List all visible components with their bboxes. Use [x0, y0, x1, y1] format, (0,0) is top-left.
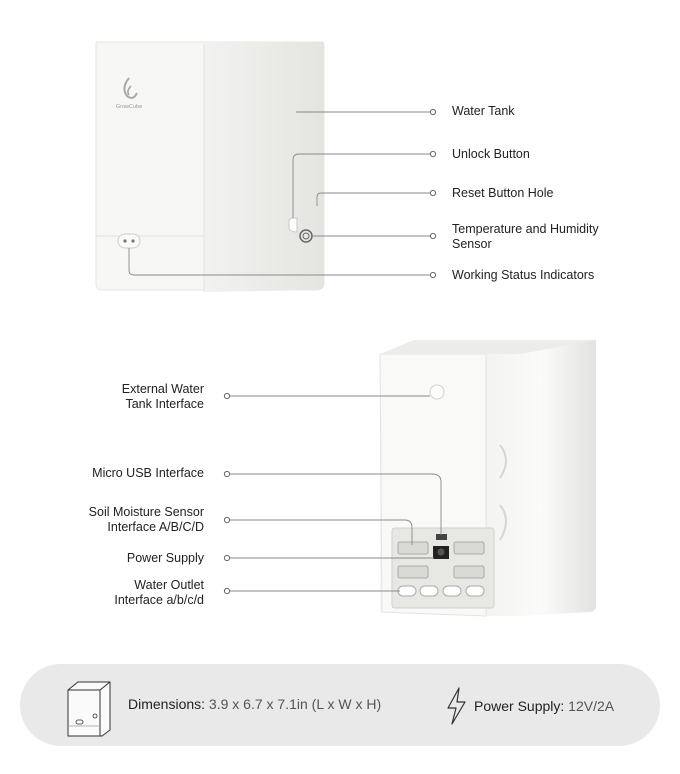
label-soil-moisture-sensor-interface: Soil Moisture Sensor Interface A/B/C/D [88, 505, 204, 534]
label-working-status-indicators: Working Status Indicators [452, 268, 595, 282]
spec-bar [20, 664, 660, 746]
label-water-tank: Water Tank [452, 104, 515, 118]
back-device-illustration [380, 340, 596, 616]
label-external-water-tank-interface: External Water Tank Interface [121, 382, 204, 411]
label-micro-usb-interface: Micro USB Interface [92, 466, 204, 480]
dimensions-key: Dimensions: [128, 696, 206, 712]
spec-dimensions [128, 696, 381, 712]
power-value: 12V/2A [568, 698, 615, 714]
device-icon [62, 676, 116, 738]
dimensions-value: 3.9 x 6.7 x 7.1in (L x W x H) [208, 696, 382, 712]
spec-power-supply [474, 698, 614, 714]
label-water-outlet-interface: Water Outlet Interface a/b/c/d [114, 578, 204, 607]
power-key: Power Supply: [474, 698, 565, 714]
label-reset-button-hole: Reset Button Hole [452, 186, 554, 200]
label-power-supply: Power Supply [126, 551, 204, 565]
front-device-illustration [96, 42, 324, 292]
label-unlock-button: Unlock Button [452, 147, 530, 161]
lightning-bolt-icon [444, 686, 468, 726]
brand-logotype: GrowCube [115, 104, 143, 110]
label-temp-humidity-sensor: Temperature and Humidity Sensor [452, 222, 599, 251]
